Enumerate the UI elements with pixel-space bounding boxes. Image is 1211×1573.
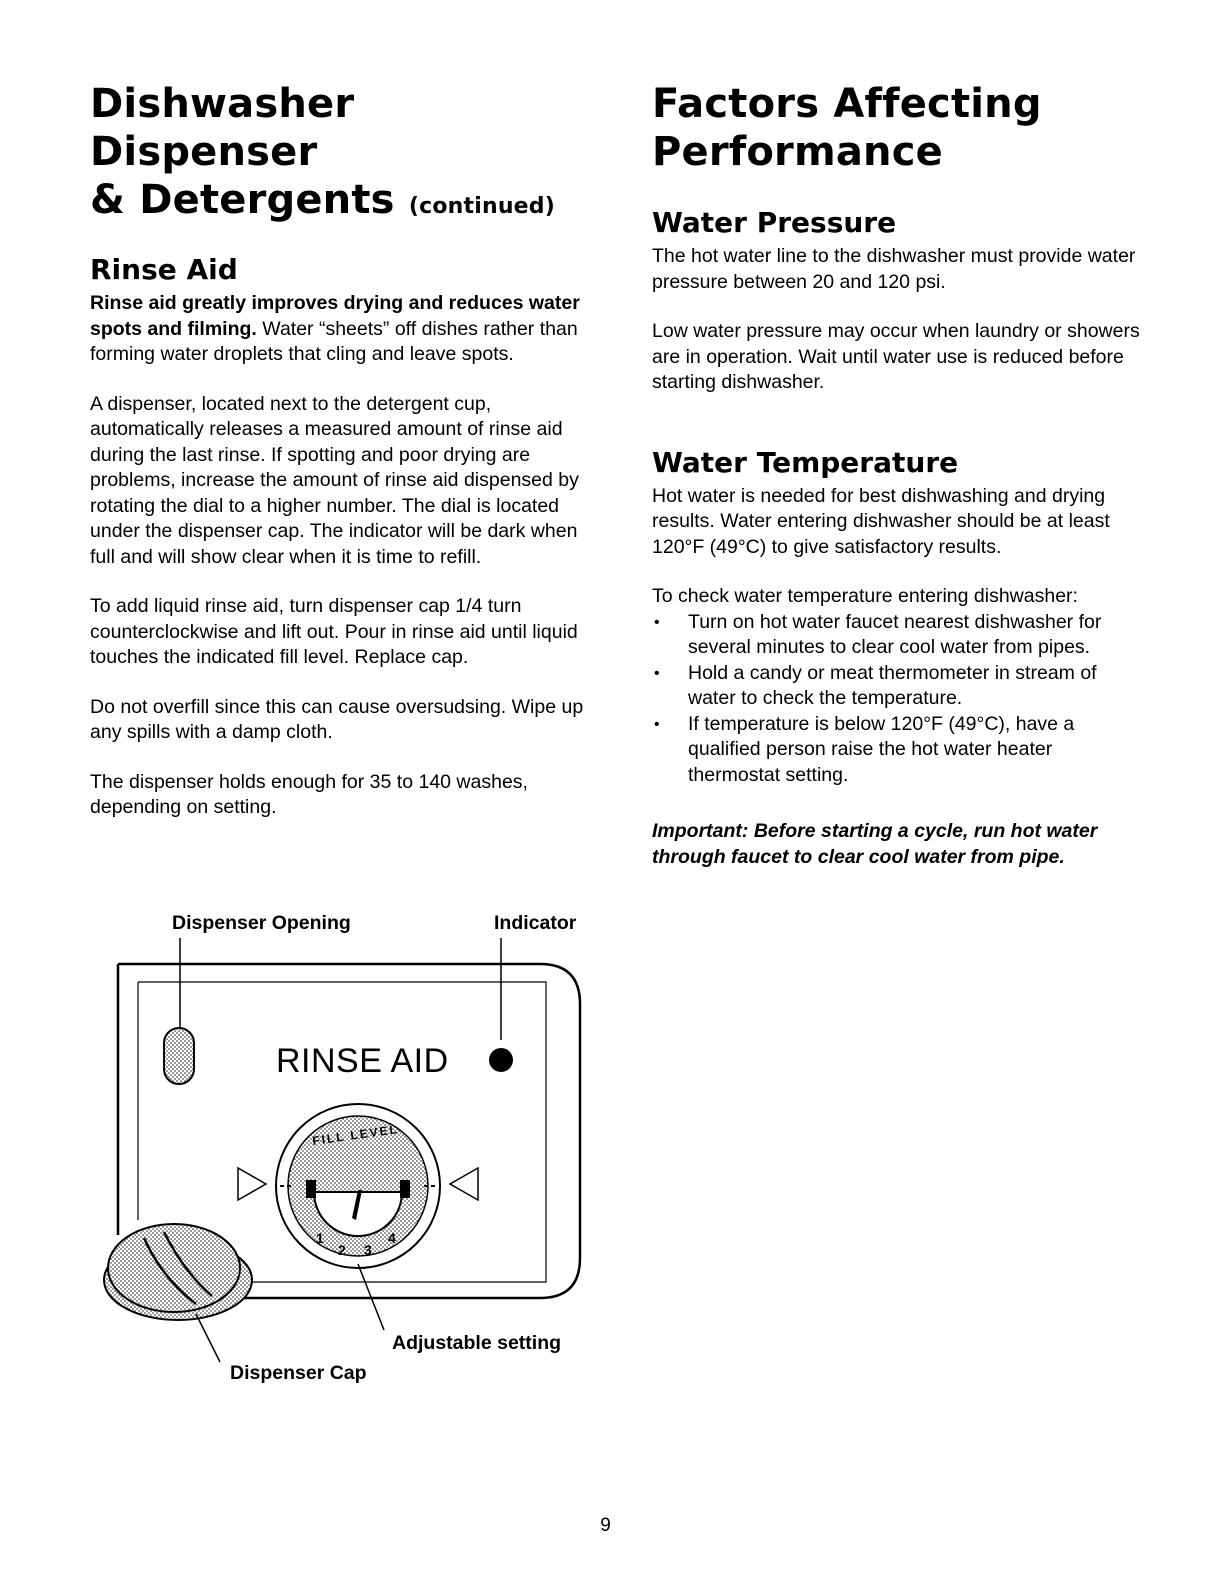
water-temperature-heading: Water Temperature [652, 445, 959, 479]
water-temperature-paragraph-2: To check water temperature entering dishwasher: [652, 585, 1078, 607]
page-title-left [90, 80, 590, 231]
page-number: 9 [600, 1515, 611, 1536]
label-dispenser-opening: Dispenser Opening [172, 912, 351, 934]
title-line-1: Dishwasher Dispenser [90, 81, 355, 175]
right-title-line-2: Performance [652, 129, 943, 175]
temperature-check-list [652, 610, 1142, 789]
rinse-aid-heading: Rinse Aid [90, 253, 238, 286]
dial-fill-level-text: FILL LEVEL [311, 1122, 400, 1148]
water-pressure-paragraph-2: Low water pressure may occur when laundry or showers are in operation. Wait until water use is reduced before starting dishwasher. [652, 320, 1140, 393]
important-note: Important: Before starting a cycle, run hot water through faucet to clear cool water from pipe. [652, 820, 1098, 868]
label-dispenser-cap: Dispenser Cap [230, 1362, 367, 1384]
rinse-aid-lead: Rinse aid greatly improves drying and reduces water spots and filming. [90, 292, 580, 340]
dial-number-4: 4 [388, 1230, 396, 1246]
label-indicator: Indicator [494, 912, 577, 934]
list-item: • Turn on hot water faucet nearest dishwasher for several minutes to clear cool water from pipes. [652, 610, 1142, 661]
left-arrow-icon [238, 1168, 266, 1200]
dispenser-cap-top [108, 1224, 240, 1312]
dial-number-1: 1 [316, 1230, 324, 1246]
dial-mark-right [400, 1180, 410, 1198]
title-line-2: & Detergents [90, 177, 395, 223]
rinse-aid-p1-rest: Water “sheets” off dishes rather than forming water droplets that cling and leave spots. [90, 317, 578, 365]
water-pressure-heading: Water Pressure [652, 206, 897, 239]
page-title-right [652, 80, 1142, 176]
rinse-aid-paragraph-3: To add liquid rinse aid, turn dispenser cap 1/4 turn counterclockwise and lift out. Pour in rinse aid until liquid touches the indicated fill level. Replace cap. [90, 595, 578, 668]
right-column [652, 80, 1142, 870]
label-adjustable-setting: Adjustable setting [392, 1332, 562, 1354]
rinse-aid-paragraph-1 [90, 291, 590, 368]
rinse-aid-dispenser-diagram [80, 900, 610, 1400]
title-suffix: (continued) [408, 194, 556, 219]
cap-leader-line [196, 1314, 220, 1362]
rinse-aid-paragraph-4: Do not overfill since this can cause oversudsing. Wipe up any spills with a damp cloth. [90, 695, 584, 743]
rinse-aid-paragraph-2: A dispenser, located next to the detergent cup, automatically releases a measured amount of rinse aid during the last rinse. If spotting and poor drying are problems, increase the amount of rinse aid dispensed by rotating the dial to a higher number. The dial is located under the dispenser cap. The indicator will be dark when full and will show clear when it is time to refill. [90, 392, 579, 568]
dial-number-2: 2 [338, 1242, 346, 1258]
dial-number-3: 3 [364, 1242, 372, 1258]
list-item: • If temperature is below 120°F (49°C), have a qualified person raise the hot water heater thermostat setting. [652, 712, 1142, 789]
dial-mark-left [306, 1180, 316, 1198]
right-title-line-1: Factors Affecting [652, 81, 1042, 127]
water-pressure-paragraph-1: The hot water line to the dishwasher must provide water pressure between 20 and 120 psi. [652, 245, 1136, 293]
dispenser-illustration [80, 900, 610, 1400]
water-temperature-paragraph-1: Hot water is needed for best dishwashing and drying results. Water entering dishwasher should be at least 120°F (49°C) to give satisfactory results. [652, 484, 1110, 558]
indicator-dot [489, 1048, 513, 1072]
right-arrow-icon [450, 1168, 478, 1200]
list-item: • Hold a candy or meat thermometer in stream of water to check the temperature. [652, 661, 1142, 712]
left-column [90, 80, 590, 845]
dispenser-opening-shape [164, 1028, 194, 1084]
rinse-aid-paragraph-5: The dispenser holds enough for 35 to 140 washes, depending on setting. [90, 770, 528, 818]
panel-rinse-aid-text: RINSE AID [276, 1042, 449, 1080]
